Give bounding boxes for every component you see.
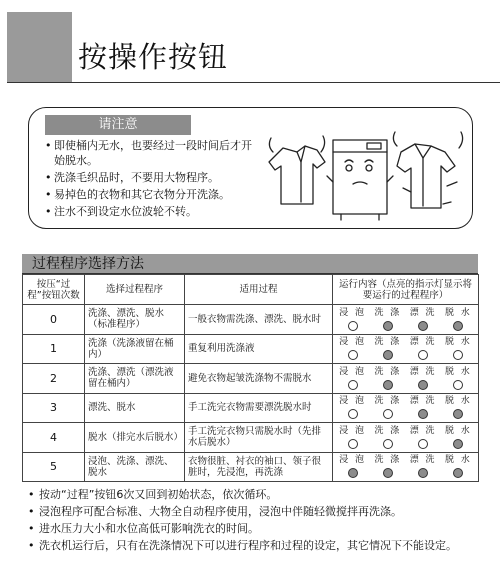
indicator (441, 337, 476, 360)
notice-list (45, 138, 255, 221)
notice-item: • 即使桶内无水，也要经过一段时间后才开始脱水。 (45, 138, 255, 168)
indicator-label: 浸 泡 (339, 337, 367, 348)
indicator (370, 426, 405, 449)
indicator-lamp-on-icon (453, 321, 463, 331)
indicator-label: 脱 水 (444, 425, 472, 436)
program-cell: 洗涤（洗涤液留在桶内） (85, 334, 185, 364)
program-cell: 浸泡、洗涤、漂洗、脱水 (85, 452, 185, 482)
indicator-cell (333, 305, 479, 335)
indicator (441, 308, 476, 331)
program-table (22, 274, 479, 482)
indicator-label: 漂 洗 (409, 425, 437, 436)
section-title: 过程程序选择方法 (32, 256, 144, 272)
indicator-label: 洗 涤 (374, 396, 402, 407)
usage-cell: 手工洗完衣物只需脱水时（先排水后脱水） (185, 423, 333, 453)
program-cell: 脱水（排完水后脱水） (85, 423, 185, 453)
notice-header: 请注意 (45, 115, 191, 135)
indicator-label: 漂 洗 (409, 337, 437, 348)
indicator-cell (333, 393, 479, 423)
notice-item: • 易掉色的衣物和其它衣物分开洗涤。 (45, 187, 255, 202)
page-title: 按操作按钮 (78, 40, 229, 74)
indicator-lamp-off-icon (348, 350, 358, 360)
indicator-lamp-off-icon (348, 439, 358, 449)
footer-note: • 进水压力大小和水位高低可影响洗衣的时间。 (28, 522, 483, 536)
press-count: 5 (23, 452, 85, 482)
usage-cell: 手工洗完衣物需要漂洗脱水时 (185, 393, 333, 423)
indicator-group (335, 455, 476, 478)
title-rule (7, 82, 500, 83)
indicator-lamp-on-icon (418, 468, 428, 478)
indicator-lamp-on-icon (418, 321, 428, 331)
indicator (370, 308, 405, 331)
indicator (335, 367, 370, 390)
press-count: 3 (23, 393, 85, 423)
indicator-label: 浸 泡 (339, 307, 367, 318)
corner-block (7, 12, 72, 82)
header-program: 选择过程程序 (85, 275, 185, 305)
indicator (406, 337, 441, 360)
indicator-label: 浸 泡 (339, 455, 367, 466)
program-cell: 洗涤、漂洗、脱水（标准程序） (85, 305, 185, 335)
indicator-lamp-off-icon (418, 350, 428, 360)
indicator-lamp-off-icon (418, 439, 428, 449)
indicator-label: 浸 泡 (339, 396, 367, 407)
indicator-lamp-on-icon (383, 380, 393, 390)
indicator-lamp-on-icon (418, 409, 428, 419)
washing-machine-illustration (261, 122, 466, 222)
indicator-label: 脱 水 (444, 396, 472, 407)
indicator (335, 337, 370, 360)
header-indicator: 运行内容（点亮的指示灯显示将要运行的过程程序） (333, 275, 479, 305)
program-cell: 洗涤、漂洗（漂洗液留在桶内） (85, 364, 185, 394)
indicator-lamp-on-icon (453, 468, 463, 478)
indicator-lamp-off-icon (348, 409, 358, 419)
indicator-label: 浸 泡 (339, 425, 367, 436)
usage-cell: 衣物很脏、衬衣的袖口、领子很脏时，先浸泡，再洗涤 (185, 452, 333, 482)
indicator-label: 脱 水 (444, 337, 472, 348)
table-row (23, 334, 479, 364)
program-rows (23, 305, 479, 482)
indicator-label: 洗 涤 (374, 337, 402, 348)
indicator (441, 396, 476, 419)
indicator-lamp-off-icon (453, 350, 463, 360)
indicator-lamp-on-icon (453, 409, 463, 419)
indicator-label: 浸 泡 (339, 366, 367, 377)
indicator-label: 漂 洗 (409, 396, 437, 407)
footer-note: • 洗衣机运行后，只有在洗涤情况下可以进行程序和过程的设定，其它情况下不能设定。 (28, 539, 483, 553)
indicator-lamp-on-icon (383, 350, 393, 360)
indicator-label: 漂 洗 (409, 455, 437, 466)
indicator-lamp-on-icon (383, 468, 393, 478)
press-count: 4 (23, 423, 85, 453)
indicator (335, 396, 370, 419)
notice-box (28, 107, 473, 229)
indicator (370, 396, 405, 419)
indicator-group (335, 426, 476, 449)
program-cell: 漂洗、脱水 (85, 393, 185, 423)
indicator (441, 426, 476, 449)
indicator-label: 漂 洗 (409, 307, 437, 318)
indicator (335, 426, 370, 449)
indicator-group (335, 337, 476, 360)
indicator-group (335, 396, 476, 419)
footer-note: • 按动“过程”按钮6次又回到初始状态，依次循环。 (28, 488, 483, 502)
press-count: 0 (23, 305, 85, 335)
press-count: 2 (23, 364, 85, 394)
usage-cell: 重复利用洗涤液 (185, 334, 333, 364)
indicator-lamp-on-icon (383, 321, 393, 331)
footer-notes (28, 488, 483, 556)
indicator (370, 337, 405, 360)
press-count: 1 (23, 334, 85, 364)
indicator-label: 洗 涤 (374, 455, 402, 466)
indicator-lamp-on-icon (348, 468, 358, 478)
header-press: 按压“过程”按钮次数 (23, 275, 85, 305)
table-row (23, 452, 479, 482)
indicator (406, 308, 441, 331)
indicator-cell (333, 364, 479, 394)
header-usage: 适用过程 (185, 275, 333, 305)
indicator-lamp-off-icon (348, 380, 358, 390)
table-row (23, 423, 479, 453)
indicator-label: 洗 涤 (374, 366, 402, 377)
section-header (22, 254, 478, 274)
table-row (23, 305, 479, 335)
indicator-lamp-on-icon (453, 439, 463, 449)
indicator (406, 426, 441, 449)
indicator-cell (333, 334, 479, 364)
indicator (406, 396, 441, 419)
notice-item: • 洗涤毛织品时，不要用大物程序。 (45, 170, 255, 185)
table-row (23, 393, 479, 423)
indicator (406, 455, 441, 478)
indicator-lamp-on-icon (418, 380, 428, 390)
indicator-group (335, 367, 476, 390)
indicator-label: 脱 水 (444, 366, 472, 377)
indicator-label: 漂 洗 (409, 366, 437, 377)
footer-note: • 浸泡程序可配合标准、大物全自动程序使用，浸泡中伴随轻微搅拌再洗涤。 (28, 505, 483, 519)
indicator (441, 367, 476, 390)
indicator-group (335, 308, 476, 331)
notice-item: • 注水不到设定水位波轮不转。 (45, 204, 255, 219)
indicator-lamp-off-icon (383, 439, 393, 449)
table-row (23, 364, 479, 394)
indicator-cell (333, 452, 479, 482)
usage-cell: 避免衣物起皱洗涤物不需脱水 (185, 364, 333, 394)
indicator (406, 367, 441, 390)
indicator-label: 脱 水 (444, 307, 472, 318)
indicator-label: 洗 涤 (374, 307, 402, 318)
indicator (370, 455, 405, 478)
indicator-label: 脱 水 (444, 455, 472, 466)
indicator (370, 367, 405, 390)
indicator-lamp-off-icon (348, 321, 358, 331)
usage-cell: 一般衣物需洗涤、漂洗、脱水时 (185, 305, 333, 335)
indicator (441, 455, 476, 478)
indicator (335, 455, 370, 478)
indicator-lamp-off-icon (453, 380, 463, 390)
indicator-label: 洗 涤 (374, 425, 402, 436)
indicator-cell (333, 423, 479, 453)
table-header-row (23, 275, 479, 305)
indicator (335, 308, 370, 331)
indicator-lamp-off-icon (383, 409, 393, 419)
